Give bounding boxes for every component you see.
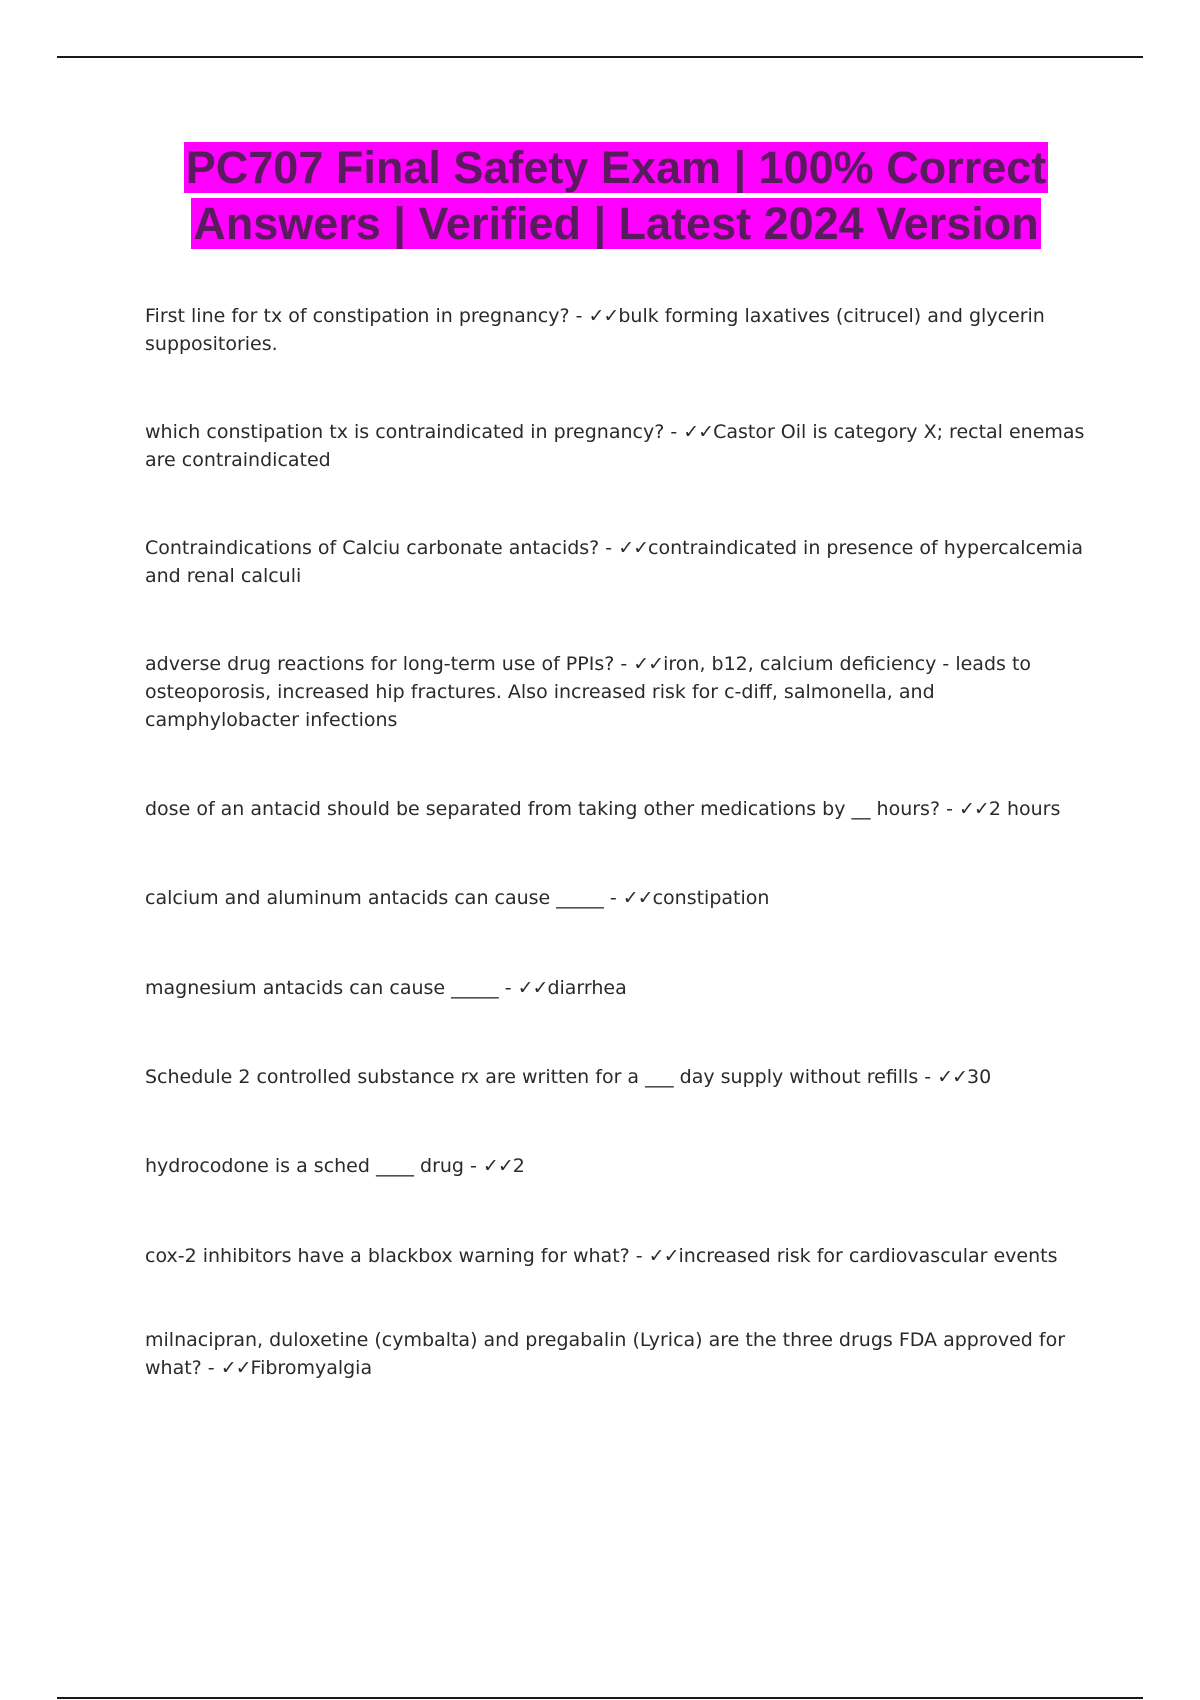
double-check-icon: ✓✓ bbox=[683, 421, 714, 443]
question-text: Contraindications of Calciu carbonate antacids? bbox=[145, 537, 600, 559]
answer-text: Castor Oil is category X; rectal enemas are contraindicated bbox=[145, 421, 1085, 471]
qa-item: Schedule 2 controlled substance rx are written for a ___ day supply without refills - ✓✓30 bbox=[145, 1066, 992, 1088]
question-text: which constipation tx is contraindicated in pregnancy? bbox=[145, 421, 665, 443]
double-check-icon: ✓✓ bbox=[588, 305, 619, 327]
double-check-icon: ✓✓ bbox=[618, 537, 649, 559]
bottom-rule bbox=[57, 1697, 1143, 1699]
answer-text: contraindicated in presence of hypercalcemia and renal calculi bbox=[145, 537, 1084, 587]
qa-item: which constipation tx is contraindicated in pregnancy? - ✓✓Castor Oil is category X; rectal enemas are contraindicated bbox=[145, 421, 1085, 471]
title-line-2: Answers | Verified | Latest 2024 Version bbox=[193, 198, 1039, 249]
answer-text: Fibromyalgia bbox=[250, 1357, 373, 1379]
question-text: First line for tx of constipation in pregnancy? bbox=[145, 305, 570, 327]
top-rule bbox=[57, 56, 1143, 58]
answer-text: constipation bbox=[652, 887, 770, 909]
question-text: cox-2 inhibitors have a blackbox warning for what? bbox=[145, 1245, 630, 1267]
answer-text: diarrhea bbox=[547, 977, 627, 999]
document-title bbox=[140, 140, 1092, 252]
answer-text: 2 bbox=[512, 1155, 525, 1177]
double-check-icon: ✓✓ bbox=[220, 1357, 251, 1379]
question-text: dose of an antacid should be separated from taking other medications by __ hours? bbox=[145, 798, 941, 820]
answer-text: iron, b12, calcium deficiency - leads to osteoporosis, increased hip fractures. Also increased risk for c-diff, salmonella, and camphylobacter infections bbox=[145, 653, 1032, 731]
question-text: milnacipran, duloxetine (cymbalta) and pregabalin (Lyrica) are the three drugs FDA approved for what? bbox=[145, 1329, 1066, 1379]
question-text: magnesium antacids can cause _____ bbox=[145, 977, 499, 999]
answer-text: 30 bbox=[967, 1066, 992, 1088]
question-text: adverse drug reactions for long-term use of PPIs? bbox=[145, 653, 615, 675]
double-check-icon: ✓✓ bbox=[937, 1066, 968, 1088]
double-check-icon: ✓✓ bbox=[622, 887, 653, 909]
answer-text: increased risk for cardiovascular events bbox=[678, 1245, 1058, 1267]
answer-text: 2 hours bbox=[988, 798, 1061, 820]
qa-item: magnesium antacids can cause _____ - ✓✓diarrhea bbox=[145, 977, 627, 999]
question-text: hydrocodone is a sched ____ drug bbox=[145, 1155, 464, 1177]
qa-item: calcium and aluminum antacids can cause _____ - ✓✓constipation bbox=[145, 887, 770, 909]
qa-item: First line for tx of constipation in pregnancy? - ✓✓bulk forming laxatives (citrucel) and glycerin suppositories. bbox=[145, 305, 1045, 355]
qa-item: milnacipran, duloxetine (cymbalta) and pregabalin (Lyrica) are the three drugs FDA approved for what? - ✓✓Fibromyalgia bbox=[145, 1329, 1066, 1379]
qa-item: hydrocodone is a sched ____ drug - ✓✓2 bbox=[145, 1155, 525, 1177]
double-check-icon: ✓✓ bbox=[958, 798, 989, 820]
qa-item: dose of an antacid should be separated from taking other medications by __ hours? - ✓✓2 hours bbox=[145, 798, 1061, 820]
qa-item: Contraindications of Calciu carbonate antacids? - ✓✓contraindicated in presence of hypercalcemia and renal calculi bbox=[145, 537, 1084, 587]
question-text: calcium and aluminum antacids can cause _____ bbox=[145, 887, 604, 909]
title-line-1: PC707 Final Safety Exam | 100% Correct bbox=[185, 142, 1047, 193]
qa-item: adverse drug reactions for long-term use of PPIs? - ✓✓iron, b12, calcium deficiency - leads to osteoporosis, increased hip fractures. Also increased risk for c-diff, salmonella, and camphylobacter infections bbox=[145, 653, 1032, 731]
answer-text: bulk forming laxatives (citrucel) and glycerin suppositories. bbox=[145, 305, 1045, 355]
double-check-icon: ✓✓ bbox=[648, 1245, 679, 1267]
question-text: Schedule 2 controlled substance rx are written for a ___ day supply without refills bbox=[145, 1066, 919, 1088]
qa-item: cox-2 inhibitors have a blackbox warning for what? - ✓✓increased risk for cardiovascular events bbox=[145, 1245, 1058, 1267]
double-check-icon: ✓✓ bbox=[633, 653, 664, 675]
double-check-icon: ✓✓ bbox=[517, 977, 548, 999]
double-check-icon: ✓✓ bbox=[482, 1155, 513, 1177]
